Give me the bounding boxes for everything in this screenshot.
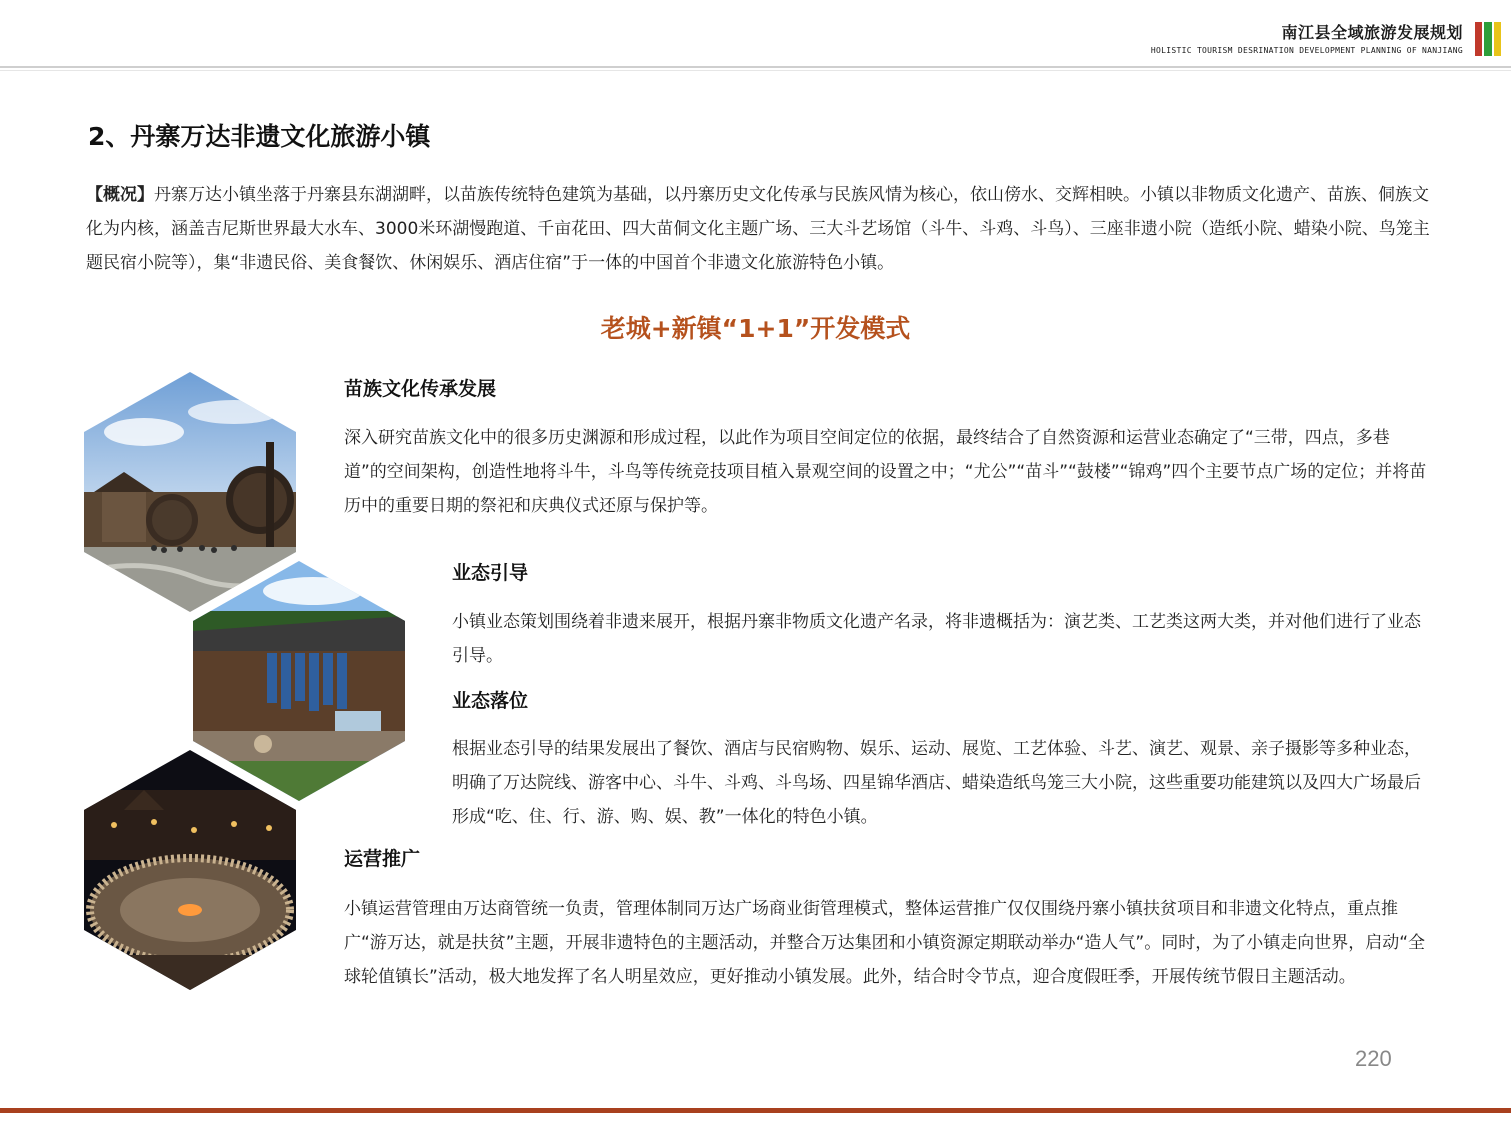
heritage-heading: 苗族文化传承发展 (344, 378, 497, 400)
placement-text: 根据业态引导的结果发展出了餐饮、酒店与民宿购物、娱乐、运动、展览、工艺体验、斗艺、演艺、观景、亲子摄影等多种业态，明确了万达院线、游客中心、斗牛、斗鸡、斗鸟场、四星锦华酒店、蜡染造纸鸟笼三大小院，这些重要功能建筑以及四大广场最后形成“吃、住、行、游、购、娱、教”一体化的特色小镇。 (452, 739, 1421, 827)
heritage-text: 深入研究苗族文化中的很多历史渊源和形成过程，以此作为项目空间定位的依据，最终结合了自然资源和运营业态确定了“三带，四点，多巷道”的空间架构，创造性地将斗牛，斗鸟等传统竞技项目植入景观空间的设置之中；“尤公”“苗斗”“鼓楼”“锦鸡”四个主要节点广场的定位；并将苗历中的重要日期的祭祀和庆典仪式还原与保护等。 (344, 428, 1427, 516)
header-divider (0, 66, 1511, 68)
guide-heading: 业态引导 (452, 562, 529, 584)
green-bar (1484, 22, 1491, 56)
overview-text: 丹寨万达小镇坐落于丹寨县东湖湖畔，以苗族传统特色建筑为基础，以丹寨历史文化传承与民族风情为核心，依山傍水、交辉相映。小镇以非物质文化遗产、苗族、侗族文化为内核，涵盖吉尼斯世界最大水车、3000米环湖慢跑道、千亩花田、四大苗侗文化主题广场、三大斗艺场馆（斗牛、斗鸡、斗鸟）、三座非遗小院（造纸小院、蜡染小院、鸟笼主题民宿小院等），集“非遗民俗、美食餐饮、休闲娱乐、酒店住宿”于一体的中国首个非遗文化旅游特色小镇。 (86, 185, 1430, 273)
document-subtitle: HOLISTIC TOURISM DESRINATION DEVELOPMENT PLANNING OF NANJIANG (1150, 46, 1463, 55)
footer-bar (0, 1108, 1511, 1113)
overview-label: 【概况】 (86, 185, 154, 205)
guide-text: 小镇业态策划围绕着非遗来展开，根据丹寨非物质文化遗产名录，将非遗概括为：演艺类、工艺类这两大类，并对他们进行了业态引导。 (452, 612, 1421, 666)
brand-color-bars (1475, 22, 1501, 56)
overview-paragraph (86, 178, 1432, 280)
header-divider-thin (0, 70, 1511, 71)
red-bar (1475, 22, 1482, 56)
operation-heading: 运营推广 (344, 848, 421, 870)
photo-waterwheel-plaza (84, 372, 296, 612)
placement-heading: 业态落位 (452, 690, 529, 712)
page-number: 220 (1355, 1046, 1392, 1071)
yellow-bar (1494, 22, 1501, 56)
development-mode-title: 老城+新镇“1+1”开发模式 (600, 314, 911, 343)
photo-batik-courtyard (193, 561, 405, 801)
document-title: 南江县全域旅游发展规划 (1281, 23, 1463, 42)
section-title: 2、丹寨万达非遗文化旅游小镇 (88, 122, 431, 151)
photo-night-circle-dance (84, 750, 296, 990)
operation-text: 小镇运营管理由万达商管统一负责，管理体制同万达广场商业街管理模式，整体运营推广仅仅围绕丹寨小镇扶贫项目和非遗文化特点，重点推广“游万达，就是扶贫”主题，开展非遗特色的主题活动，并整合万达集团和小镇资源定期联动举办“造人气”。同时，为了小镇走向世界，启动“全球轮值镇长”活动，极大地发挥了名人明星效应，更好推动小镇发展。此外，结合时令节点，迎合度假旺季，开展传统节假日主题活动。 (344, 899, 1426, 987)
